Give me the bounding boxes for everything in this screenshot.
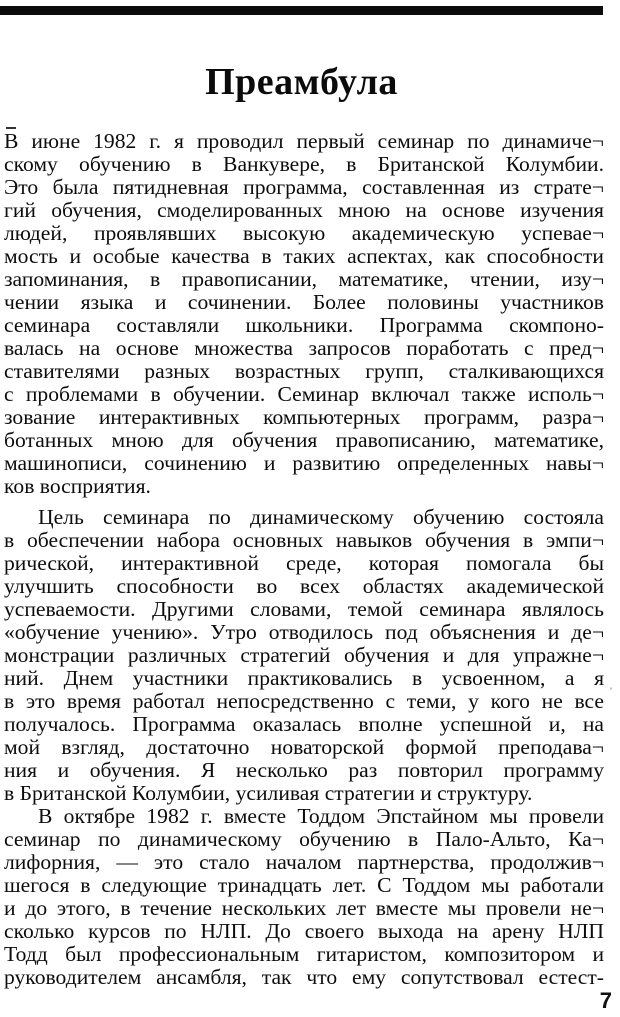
- page-number: 7: [599, 988, 612, 1013]
- text-line: валась на основе множества запросов поработать с пред¬: [4, 336, 604, 360]
- text-line: запоминания, в правописании, математике, чтении, изу¬: [4, 267, 604, 291]
- text-line: зование интерактивных компьютерных программ, разра¬: [4, 405, 604, 429]
- text-line: людей, проявлявших высокую академическую успевае¬: [4, 221, 604, 245]
- body-text: [4, 130, 604, 989]
- paragraph-2: [4, 506, 604, 805]
- text-line: В июне 1982 г. я проводил первый семинар по динамиче¬: [4, 129, 604, 153]
- page-title: Преамбула: [205, 61, 398, 103]
- text-line: шегося в следующие тринадцать лет. С Тоддом мы работали: [4, 873, 604, 897]
- text-line: в обеспечении набора основных навыков обучения в эмпи¬: [4, 528, 604, 552]
- text-line: семинар по динамическому обучению в Пало-Альто, Ка¬: [4, 827, 604, 851]
- text-line: мой взгляд, достаточно новаторской формой преподава¬: [4, 735, 604, 759]
- text-line: В октябре 1982 г. вместе Тоддом Эпстайном мы провели: [38, 804, 604, 828]
- text-line: сколько курсов по НЛП. До своего выхода на арену НЛП: [4, 919, 604, 943]
- text-line: рической, интерактивной среде, которая помогала бы: [4, 551, 604, 575]
- text-line: монстрации различных стратегий обучения и для упражне¬: [4, 643, 604, 667]
- text-line: чении языка и сочинении. Более половины участников: [4, 290, 604, 314]
- text-line: ков восприятия.: [4, 474, 151, 498]
- text-line: мость и особые качества в таких аспектах, как способности: [4, 244, 604, 268]
- text-line: «обучение учению». Утро отводилось под объяснения и де¬: [4, 620, 604, 644]
- text-line: семинара составляли школьники. Программа скомпоно-: [4, 313, 604, 337]
- text-line: гий обучения, смоделированных мною на основе изучения: [4, 198, 604, 222]
- margin-mark: ˌ: [609, 676, 613, 690]
- text-line: успеваемости. Другими словами, темой семинара являлось: [4, 597, 604, 621]
- text-line: улучшить способности во всех областях академической: [4, 574, 604, 598]
- paragraph-3: [4, 805, 604, 989]
- text-line: Это была пятидневная программа, составленная из страте¬: [4, 175, 604, 199]
- text-line: в это время работал непосредственно с теми, у кого не все: [4, 689, 604, 713]
- top-rule: [0, 6, 603, 15]
- text-line: и до этого, в течение нескольких лет вместе мы провели не¬: [4, 896, 604, 920]
- text-line: получалось. Программа оказалась вполне успешной и, на: [4, 712, 604, 736]
- text-line: ботанных мною для обучения правописанию, математике,: [4, 428, 604, 452]
- text-line: ния и обучения. Я несколько раз повторил программу: [4, 758, 604, 782]
- text-line: с проблемами в обучении. Семинар включал также исполь¬: [4, 382, 604, 406]
- text-line: Цель семинара по динамическому обучению состояла: [38, 505, 604, 529]
- text-line: ний. Днем участники практиковались в усвоенном, а я: [4, 666, 604, 690]
- text-line: Тодд был профессиональным гитаристом, композитором и: [4, 942, 604, 966]
- text-line: ставителями разных возрастных групп, сталкивающихся: [4, 359, 604, 383]
- text-line: скому обучению в Ванкувере, в Британской Колумбии.: [4, 152, 604, 176]
- text-line: лифорния, — это стало началом партнерства, продолжив¬: [4, 850, 604, 874]
- paragraph-1: [4, 130, 604, 498]
- text-line: руководителем ансамбля, так что ему сопутствовал естест-: [4, 965, 604, 989]
- text-line: в Британской Колумбии, усиливая стратегии и структуру.: [4, 781, 533, 805]
- text-line: машинописи, сочинению и развитию определенных навы¬: [4, 451, 604, 475]
